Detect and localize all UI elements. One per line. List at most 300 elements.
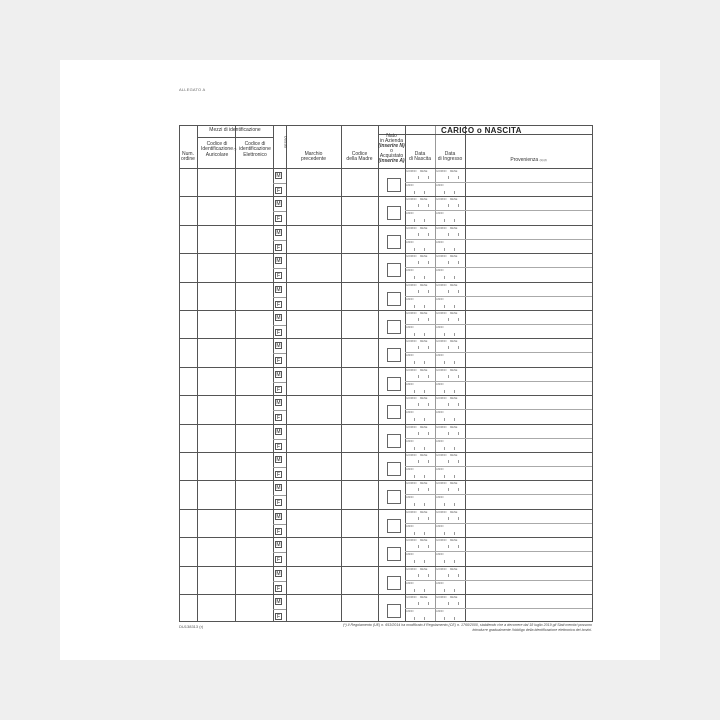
sex-m-checkbox[interactable]: M bbox=[276, 343, 281, 350]
date-tick bbox=[418, 375, 419, 378]
birth-month-label: MESE bbox=[420, 312, 428, 315]
entry-year-label: ANNO bbox=[436, 411, 444, 415]
sesso-header: SESSO bbox=[284, 135, 288, 149]
date-tick bbox=[458, 261, 459, 264]
date-tick bbox=[414, 532, 415, 535]
sex-divider bbox=[273, 297, 286, 298]
date-tick bbox=[448, 318, 449, 321]
provenienza-divider bbox=[465, 580, 592, 581]
birth-month-label: MESE bbox=[420, 454, 428, 457]
entry-year-label: ANNO bbox=[436, 382, 444, 386]
date-tick bbox=[428, 488, 429, 491]
entry-month-label: MESE bbox=[450, 425, 458, 429]
nato-line-4: (inserire A) bbox=[378, 158, 405, 164]
date-tick bbox=[454, 219, 455, 222]
auricolare-header: Codice di Identificazione Auricolare bbox=[201, 141, 233, 158]
sex-f-checkbox[interactable]: F bbox=[276, 216, 281, 223]
sex-f-checkbox[interactable]: F bbox=[276, 273, 281, 280]
date-tick bbox=[418, 346, 419, 349]
entry-year-label: ANNO bbox=[436, 439, 444, 443]
date-tick bbox=[414, 305, 415, 308]
nato-line-2: (inserire N) bbox=[378, 143, 405, 149]
date-tick bbox=[424, 361, 425, 364]
date-tick bbox=[424, 219, 425, 222]
entry-month-label: MESE bbox=[450, 454, 458, 457]
entry-year-label: ANNO bbox=[436, 297, 444, 301]
provenienza-divider bbox=[465, 182, 592, 183]
date-tick bbox=[418, 574, 419, 577]
sex-m-checkbox[interactable]: M bbox=[276, 315, 281, 321]
date-tick bbox=[428, 432, 429, 435]
provenienza-divider bbox=[465, 296, 592, 297]
sex-m-checkbox[interactable]: M bbox=[276, 173, 281, 179]
date-tick bbox=[414, 191, 415, 194]
birth-year-label: ANNO bbox=[406, 496, 414, 500]
entry-year-label: ANNO bbox=[436, 184, 444, 187]
date-tick bbox=[444, 503, 445, 506]
nato-acquistato-box[interactable] bbox=[387, 576, 401, 590]
sex-f-checkbox[interactable]: F bbox=[276, 472, 281, 478]
birth-year-label: ANNO bbox=[406, 382, 414, 386]
entry-month-label: MESE bbox=[450, 567, 458, 571]
sex-divider bbox=[273, 609, 286, 610]
nato-acquistato-box[interactable] bbox=[387, 235, 401, 249]
entry-day-label: GIORNO bbox=[436, 596, 447, 599]
entry-day-label: GIORNO bbox=[436, 397, 447, 401]
nato-acquistato-box[interactable] bbox=[387, 263, 401, 277]
date-tick bbox=[424, 532, 425, 535]
date-tick bbox=[444, 219, 445, 222]
date-tick bbox=[458, 488, 459, 491]
form-code: DU138313 (r) bbox=[179, 624, 204, 629]
provenienza-divider bbox=[465, 438, 592, 439]
date-tick bbox=[444, 589, 445, 592]
entry-year-label: ANNO bbox=[436, 326, 444, 329]
table-row bbox=[179, 282, 593, 310]
provenienza-divider bbox=[465, 267, 592, 268]
birth-month-label: MESE bbox=[420, 198, 428, 202]
date-tick bbox=[454, 305, 455, 308]
date-tick bbox=[444, 361, 445, 364]
date-tick bbox=[444, 475, 445, 478]
entry-year-label: ANNO bbox=[436, 496, 444, 500]
birth-year-label: ANNO bbox=[406, 354, 414, 358]
sex-m-checkbox[interactable]: M bbox=[276, 542, 281, 549]
date-tick bbox=[418, 318, 419, 321]
sex-divider bbox=[273, 439, 286, 440]
birth-day-label: GIORNO bbox=[406, 368, 417, 372]
entry-day-label: GIORNO bbox=[436, 425, 447, 429]
date-tick bbox=[424, 418, 425, 421]
data-nascita-header: Data di Nascita bbox=[409, 151, 431, 163]
nato-acquistato-box[interactable] bbox=[387, 547, 401, 561]
entry-day-label: GIORNO bbox=[436, 226, 447, 230]
entry-day-label: GIORNO bbox=[436, 312, 447, 315]
entry-year-label: ANNO bbox=[436, 212, 444, 216]
sex-f-checkbox[interactable]: F bbox=[276, 614, 281, 620]
date-tick bbox=[458, 403, 459, 406]
date-tick bbox=[414, 475, 415, 478]
entry-day-label: GIORNO bbox=[436, 454, 447, 457]
date-tick bbox=[458, 290, 459, 293]
birth-year-label: ANNO bbox=[406, 468, 414, 471]
register-sheet bbox=[60, 60, 660, 660]
provenienza-divider bbox=[465, 352, 592, 353]
birth-day-label: GIORNO bbox=[406, 567, 417, 571]
date-tick bbox=[458, 233, 459, 236]
date-tick bbox=[418, 233, 419, 236]
sex-m-checkbox[interactable]: M bbox=[276, 570, 281, 577]
date-tick bbox=[448, 233, 449, 236]
birth-year-label: ANNO bbox=[406, 553, 414, 557]
entry-month-label: MESE bbox=[450, 226, 458, 230]
birth-day-label: GIORNO bbox=[406, 170, 417, 173]
entry-day-label: GIORNO bbox=[436, 340, 447, 344]
birth-month-label: MESE bbox=[420, 170, 428, 173]
entry-year-label: ANNO bbox=[436, 240, 444, 244]
date-tick bbox=[428, 517, 429, 520]
nato-acquistato-box[interactable] bbox=[387, 348, 401, 362]
birth-day-label: GIORNO bbox=[406, 340, 417, 344]
table-row bbox=[179, 537, 593, 565]
date-tick bbox=[458, 346, 459, 349]
date-tick bbox=[444, 248, 445, 251]
birth-month-label: MESE bbox=[420, 283, 428, 287]
sex-f-checkbox[interactable]: F bbox=[276, 358, 281, 365]
birth-day-label: GIORNO bbox=[406, 312, 417, 315]
entry-day-label: GIORNO bbox=[436, 539, 447, 543]
date-tick bbox=[414, 276, 415, 279]
date-tick bbox=[454, 475, 455, 478]
table-row bbox=[179, 395, 593, 423]
sex-f-checkbox[interactable]: F bbox=[276, 443, 281, 450]
date-tick bbox=[424, 589, 425, 592]
date-tick bbox=[428, 261, 429, 264]
date-tick bbox=[424, 447, 425, 450]
birth-month-label: MESE bbox=[420, 255, 428, 259]
date-tick bbox=[418, 204, 419, 207]
sex-m-checkbox[interactable]: M bbox=[276, 485, 281, 492]
madre-header: Codice della Madre bbox=[346, 151, 373, 163]
birth-month-label: MESE bbox=[420, 567, 428, 571]
table-row bbox=[179, 310, 593, 338]
num-ordine-header: Num. ordine bbox=[181, 151, 195, 163]
entry-month-label: MESE bbox=[450, 198, 458, 202]
entry-day-label: GIORNO bbox=[436, 255, 447, 259]
date-tick bbox=[424, 248, 425, 251]
sex-divider bbox=[273, 524, 286, 525]
auricolare-note: (*) bbox=[233, 148, 237, 151]
provenienza-divider bbox=[465, 239, 592, 240]
date-tick bbox=[454, 276, 455, 279]
date-tick bbox=[448, 290, 449, 293]
provenienza-divider bbox=[465, 466, 592, 467]
provenienza-divider bbox=[465, 210, 592, 211]
table-row bbox=[179, 566, 593, 594]
table-row bbox=[179, 509, 593, 537]
date-tick bbox=[444, 447, 445, 450]
sex-divider bbox=[273, 268, 286, 269]
date-tick bbox=[448, 403, 449, 406]
date-tick bbox=[444, 532, 445, 535]
entry-month-label: MESE bbox=[450, 482, 458, 486]
entry-day-label: GIORNO bbox=[436, 510, 447, 514]
table-row bbox=[179, 594, 593, 622]
sex-divider bbox=[273, 211, 286, 212]
sex-m-checkbox[interactable]: M bbox=[276, 258, 281, 265]
birth-day-label: GIORNO bbox=[406, 283, 417, 287]
sex-f-checkbox[interactable]: F bbox=[276, 244, 281, 251]
date-tick bbox=[458, 602, 459, 605]
sex-divider bbox=[273, 183, 286, 184]
date-tick bbox=[458, 432, 459, 435]
date-tick bbox=[454, 390, 455, 393]
date-tick bbox=[448, 204, 449, 207]
sex-divider bbox=[273, 240, 286, 241]
sex-f-checkbox[interactable]: F bbox=[276, 557, 281, 564]
birth-year-label: ANNO bbox=[406, 269, 414, 273]
birth-year-label: ANNO bbox=[406, 581, 414, 585]
entry-month-label: MESE bbox=[450, 510, 458, 514]
date-tick bbox=[444, 418, 445, 421]
date-tick bbox=[428, 233, 429, 236]
date-tick bbox=[454, 447, 455, 450]
provenienza-divider bbox=[465, 523, 592, 524]
provenienza-divider bbox=[465, 409, 592, 410]
date-tick bbox=[414, 418, 415, 421]
sex-f-checkbox[interactable]: F bbox=[276, 500, 281, 507]
sex-m-checkbox[interactable]: M bbox=[276, 229, 281, 236]
date-tick bbox=[454, 418, 455, 421]
date-tick bbox=[458, 204, 459, 207]
birth-day-label: GIORNO bbox=[406, 539, 417, 543]
sex-f-checkbox[interactable]: F bbox=[276, 528, 281, 535]
nato-acquistato-box[interactable] bbox=[387, 178, 401, 192]
nato-line-3: o Acquistato bbox=[379, 148, 404, 159]
table-row bbox=[179, 367, 593, 395]
date-tick bbox=[458, 176, 459, 179]
date-tick bbox=[448, 261, 449, 264]
entry-day-label: GIORNO bbox=[436, 368, 447, 372]
provenienza-divider bbox=[465, 608, 592, 609]
date-tick bbox=[448, 176, 449, 179]
date-tick bbox=[414, 617, 415, 620]
sex-divider bbox=[273, 410, 286, 411]
birth-day-label: GIORNO bbox=[406, 482, 417, 486]
date-tick bbox=[458, 517, 459, 520]
nato-acquistato-box[interactable] bbox=[387, 320, 401, 334]
provenienza-divider bbox=[465, 551, 592, 552]
nato-acquistato-box[interactable] bbox=[387, 490, 401, 504]
provenienza-label: Provenienza bbox=[510, 157, 539, 163]
date-tick bbox=[458, 574, 459, 577]
sex-m-checkbox[interactable]: M bbox=[276, 457, 281, 463]
nato-acquistato-box[interactable] bbox=[387, 434, 401, 448]
date-tick bbox=[444, 333, 445, 336]
birth-year-label: ANNO bbox=[406, 439, 414, 443]
sex-f-checkbox[interactable]: F bbox=[276, 330, 281, 336]
date-tick bbox=[448, 460, 449, 463]
sex-divider bbox=[273, 325, 286, 326]
nato-acquistato-box[interactable] bbox=[387, 519, 401, 533]
date-tick bbox=[418, 403, 419, 406]
sex-f-checkbox[interactable]: F bbox=[276, 188, 281, 194]
entry-year-label: ANNO bbox=[436, 354, 444, 358]
birth-year-label: ANNO bbox=[406, 524, 414, 528]
date-tick bbox=[444, 191, 445, 194]
sex-divider bbox=[273, 382, 286, 383]
birth-month-label: MESE bbox=[420, 397, 428, 401]
birth-month-label: MESE bbox=[420, 226, 428, 230]
birth-year-label: ANNO bbox=[406, 326, 414, 329]
date-tick bbox=[418, 545, 419, 548]
entry-year-label: ANNO bbox=[436, 553, 444, 557]
data-ingresso-header: Data di Ingresso bbox=[437, 151, 463, 163]
nato-line-1: Nato in Azienda bbox=[379, 133, 404, 144]
nato-acquistato-box[interactable] bbox=[387, 405, 401, 419]
nato-header bbox=[378, 134, 405, 164]
provenienza-note: (1) (2) bbox=[539, 159, 547, 162]
date-tick bbox=[428, 602, 429, 605]
date-tick bbox=[444, 560, 445, 563]
sex-m-checkbox[interactable]: M bbox=[276, 201, 281, 208]
birth-month-label: MESE bbox=[420, 340, 428, 344]
date-tick bbox=[418, 517, 419, 520]
sex-divider bbox=[273, 467, 286, 468]
birth-day-label: GIORNO bbox=[406, 510, 417, 514]
table-row bbox=[179, 196, 593, 224]
date-tick bbox=[454, 532, 455, 535]
sex-f-checkbox[interactable]: F bbox=[276, 301, 281, 308]
sex-f-checkbox[interactable]: F bbox=[276, 415, 281, 422]
date-tick bbox=[428, 403, 429, 406]
sex-m-checkbox[interactable]: M bbox=[276, 599, 281, 605]
birth-month-label: MESE bbox=[420, 510, 428, 514]
date-tick bbox=[458, 545, 459, 548]
provenienza-divider bbox=[465, 381, 592, 382]
date-tick bbox=[428, 346, 429, 349]
entry-year-label: ANNO bbox=[436, 581, 444, 585]
date-tick bbox=[448, 517, 449, 520]
birth-month-label: MESE bbox=[420, 482, 428, 486]
table-row bbox=[179, 168, 593, 196]
nato-acquistato-box[interactable] bbox=[387, 292, 401, 306]
date-tick bbox=[424, 560, 425, 563]
date-tick bbox=[424, 191, 425, 194]
date-tick bbox=[418, 176, 419, 179]
date-tick bbox=[428, 204, 429, 207]
date-tick bbox=[418, 261, 419, 264]
provenienza-divider bbox=[465, 324, 592, 325]
sex-m-checkbox[interactable]: M bbox=[276, 400, 281, 407]
entry-year-label: ANNO bbox=[436, 269, 444, 273]
provenienza-divider bbox=[465, 494, 592, 495]
date-tick bbox=[424, 475, 425, 478]
birth-day-label: GIORNO bbox=[406, 425, 417, 429]
date-tick bbox=[428, 460, 429, 463]
date-tick bbox=[448, 574, 449, 577]
entry-month-label: MESE bbox=[450, 283, 458, 287]
birth-year-label: ANNO bbox=[406, 184, 414, 187]
sex-m-checkbox[interactable]: M bbox=[276, 286, 281, 293]
date-tick bbox=[458, 318, 459, 321]
date-tick bbox=[454, 617, 455, 620]
date-tick bbox=[418, 602, 419, 605]
sex-f-checkbox[interactable]: F bbox=[276, 386, 281, 393]
entry-day-label: GIORNO bbox=[436, 170, 447, 173]
table-row bbox=[179, 452, 593, 480]
sex-f-checkbox[interactable]: F bbox=[276, 585, 281, 592]
table-row bbox=[179, 480, 593, 508]
provenienza-header bbox=[465, 158, 592, 163]
birth-day-label: GIORNO bbox=[406, 397, 417, 401]
date-tick bbox=[448, 545, 449, 548]
date-tick bbox=[444, 390, 445, 393]
birth-month-label: MESE bbox=[420, 596, 428, 599]
date-tick bbox=[424, 305, 425, 308]
date-tick bbox=[454, 191, 455, 194]
date-tick bbox=[428, 574, 429, 577]
date-tick bbox=[414, 560, 415, 563]
date-tick bbox=[448, 488, 449, 491]
entry-year-label: ANNO bbox=[436, 610, 444, 613]
entry-day-label: GIORNO bbox=[436, 198, 447, 202]
date-tick bbox=[414, 248, 415, 251]
sex-m-checkbox[interactable]: M bbox=[276, 513, 281, 520]
entry-month-label: MESE bbox=[450, 397, 458, 401]
date-tick bbox=[424, 617, 425, 620]
birth-year-label: ANNO bbox=[406, 212, 414, 216]
date-tick bbox=[458, 460, 459, 463]
sex-m-checkbox[interactable]: M bbox=[276, 428, 281, 435]
date-tick bbox=[428, 318, 429, 321]
birth-month-label: MESE bbox=[420, 539, 428, 543]
nato-acquistato-box[interactable] bbox=[387, 462, 401, 476]
entry-month-label: MESE bbox=[450, 539, 458, 543]
entry-month-label: MESE bbox=[450, 368, 458, 372]
birth-year-label: ANNO bbox=[406, 411, 414, 415]
date-tick bbox=[454, 333, 455, 336]
date-tick bbox=[414, 390, 415, 393]
nato-acquistato-box[interactable] bbox=[387, 604, 401, 618]
sex-m-checkbox[interactable]: M bbox=[276, 371, 281, 378]
table-row bbox=[179, 225, 593, 253]
date-tick bbox=[418, 488, 419, 491]
birth-year-label: ANNO bbox=[406, 240, 414, 244]
nato-acquistato-box[interactable] bbox=[387, 377, 401, 391]
entry-day-label: GIORNO bbox=[436, 567, 447, 571]
date-tick bbox=[418, 290, 419, 293]
entry-day-label: GIORNO bbox=[436, 482, 447, 486]
table-title: CARICO o NASCITA bbox=[441, 126, 522, 135]
date-tick bbox=[414, 361, 415, 364]
header-label: ALLEGATO A bbox=[179, 87, 206, 92]
footnote: (*) Il Regolamento (UE) n. 653/2014 ha modificato il Regolamento (CE) n. 1760/2000, stabilendo che a decorrere dal 18 luglio 2019 gli Stati membri possono introdurre gradualmente l'obbligo della identificazione elettronica dei bovini. bbox=[342, 623, 592, 632]
date-tick bbox=[414, 503, 415, 506]
date-tick bbox=[428, 176, 429, 179]
table-row bbox=[179, 424, 593, 452]
date-tick bbox=[424, 333, 425, 336]
header-line bbox=[198, 137, 273, 138]
birth-month-label: MESE bbox=[420, 368, 428, 372]
birth-year-label: ANNO bbox=[406, 610, 414, 613]
birth-day-label: GIORNO bbox=[406, 198, 417, 202]
nato-acquistato-box[interactable] bbox=[387, 206, 401, 220]
sex-divider bbox=[273, 552, 286, 553]
date-tick bbox=[448, 432, 449, 435]
sex-divider bbox=[273, 581, 286, 582]
date-tick bbox=[424, 503, 425, 506]
